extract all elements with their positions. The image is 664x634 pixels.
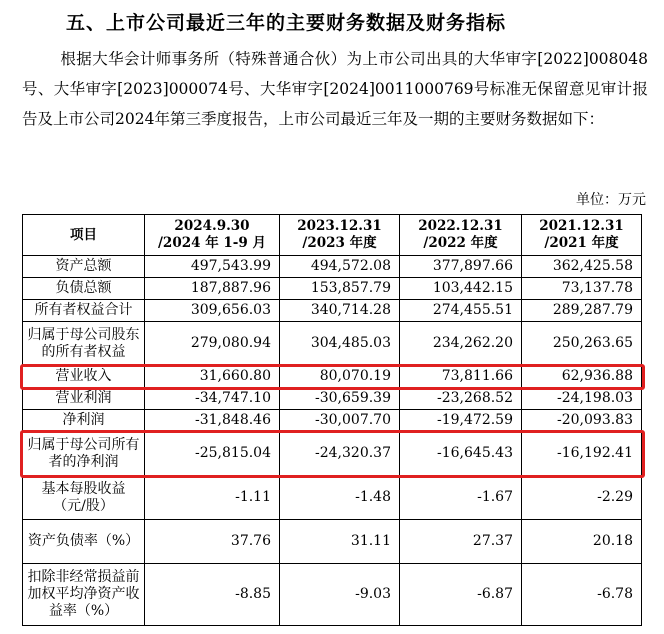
cell-value: 37.76 bbox=[145, 520, 280, 564]
header-2024q3: 2024.9.30 /2024 年 1-9 月 bbox=[145, 215, 280, 256]
table-row bbox=[23, 300, 642, 322]
intro-paragraph bbox=[22, 44, 648, 134]
header-2022: 2022.12.31 /2022 年度 bbox=[400, 215, 522, 256]
cell-value: 279,080.94 bbox=[145, 322, 280, 366]
cell-value: -30,007.70 bbox=[280, 410, 400, 432]
table-row bbox=[23, 564, 642, 626]
cell-value: 304,485.03 bbox=[280, 322, 400, 366]
cell-value: -9.03 bbox=[280, 564, 400, 626]
cell-value: 80,070.19 bbox=[280, 366, 400, 388]
table-row bbox=[23, 476, 642, 520]
row-label: 资产总额 bbox=[23, 256, 145, 278]
cell-value: 31.11 bbox=[280, 520, 400, 564]
cell-value: 73,811.66 bbox=[400, 366, 522, 388]
cell-value: -1.11 bbox=[145, 476, 280, 520]
row-label: 资产负债率（%） bbox=[23, 520, 145, 564]
cell-value: -16,192.41 bbox=[522, 432, 642, 476]
cell-value: -23,268.52 bbox=[400, 388, 522, 410]
cell-value: -20,093.83 bbox=[522, 410, 642, 432]
cell-value: -2.29 bbox=[522, 476, 642, 520]
cell-value: 234,262.20 bbox=[400, 322, 522, 366]
table-row bbox=[23, 366, 642, 388]
row-label: 基本每股收益（元/股） bbox=[23, 476, 145, 520]
cell-value: -1.48 bbox=[280, 476, 400, 520]
cell-value: 309,656.03 bbox=[145, 300, 280, 322]
cell-value: 250,263.65 bbox=[522, 322, 642, 366]
table-header-row bbox=[23, 215, 642, 256]
header-2021: 2021.12.31 /2021 年度 bbox=[522, 215, 642, 256]
cell-value: -6.78 bbox=[522, 564, 642, 626]
cell-value: 20.18 bbox=[522, 520, 642, 564]
cell-value: 27.37 bbox=[400, 520, 522, 564]
row-label: 扣除非经常损益前加权平均净资产收益率（%） bbox=[23, 564, 145, 626]
cell-value: -19,472.59 bbox=[400, 410, 522, 432]
cell-value: 31,660.80 bbox=[145, 366, 280, 388]
cell-value: 274,455.51 bbox=[400, 300, 522, 322]
unit-label: 单位：万元 bbox=[576, 192, 646, 208]
table-row bbox=[23, 432, 642, 476]
row-label: 营业收入 bbox=[23, 366, 145, 388]
table-row bbox=[23, 278, 642, 300]
row-label: 归属于母公司股东的所有者权益 bbox=[23, 322, 145, 366]
cell-value: 187,887.96 bbox=[145, 278, 280, 300]
header-item: 项目 bbox=[23, 215, 145, 256]
intro-text: 根据大华会计师事务所（特殊普通合伙）为上市公司出具的大华审字[2022]008048号、大华审字[2023]000074号、大华审字[2024]0011000769号标准无保留意见审计报告及上市公司2024年第三季度报告，上市公司最近三年及一期的主要财务数据如下： bbox=[22, 50, 648, 128]
cell-value: 103,442.15 bbox=[400, 278, 522, 300]
table-row bbox=[23, 256, 642, 278]
row-label: 净利润 bbox=[23, 410, 145, 432]
cell-value: -31,848.46 bbox=[145, 410, 280, 432]
cell-value: -24,198.03 bbox=[522, 388, 642, 410]
cell-value: 340,714.28 bbox=[280, 300, 400, 322]
cell-value: 362,425.58 bbox=[522, 256, 642, 278]
cell-value: -24,320.37 bbox=[280, 432, 400, 476]
table-row bbox=[23, 388, 642, 410]
financial-data-table bbox=[22, 214, 642, 626]
row-label: 所有者权益合计 bbox=[23, 300, 145, 322]
row-label: 负债总额 bbox=[23, 278, 145, 300]
cell-value: 289,287.79 bbox=[522, 300, 642, 322]
row-label: 归属于母公司所有者的净利润 bbox=[23, 432, 145, 476]
cell-value: -34,747.10 bbox=[145, 388, 280, 410]
section-title: 五、上市公司最近三年的主要财务数据及财务指标 bbox=[66, 12, 507, 34]
table-row bbox=[23, 322, 642, 366]
cell-value: -8.85 bbox=[145, 564, 280, 626]
cell-value: 62,936.88 bbox=[522, 366, 642, 388]
cell-value: -25,815.04 bbox=[145, 432, 280, 476]
table-row bbox=[23, 520, 642, 564]
header-2023: 2023.12.31 /2023 年度 bbox=[280, 215, 400, 256]
cell-value: 494,572.08 bbox=[280, 256, 400, 278]
cell-value: 377,897.66 bbox=[400, 256, 522, 278]
table-row bbox=[23, 410, 642, 432]
cell-value: -16,645.43 bbox=[400, 432, 522, 476]
cell-value: -30,659.39 bbox=[280, 388, 400, 410]
cell-value: 73,137.78 bbox=[522, 278, 642, 300]
cell-value: -1.67 bbox=[400, 476, 522, 520]
row-label: 营业利润 bbox=[23, 388, 145, 410]
cell-value: 497,543.99 bbox=[145, 256, 280, 278]
cell-value: -6.87 bbox=[400, 564, 522, 626]
cell-value: 153,857.79 bbox=[280, 278, 400, 300]
